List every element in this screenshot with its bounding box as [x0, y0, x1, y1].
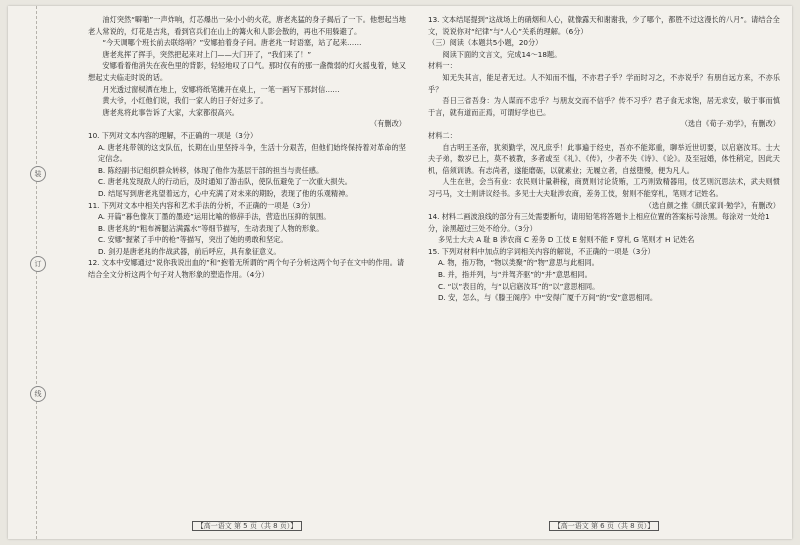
- question-11-option-a: A. 开篇“暮色像灰丁墨的墨迹”运用比喻的修辞手法，营造出压抑的氛围。: [98, 212, 331, 222]
- material-2-source: （选自颜之推《颜氏家训·勉学》，有删改）: [644, 200, 780, 210]
- question-11-option-b: B. 唐老兆的“粗布裤腿沾满露水”等细节描写，生动表现了人物的形象。: [98, 223, 324, 233]
- question-11-option-c: C. 安娜“握紧了手中的枪”等描写，突出了她的勇敢和坚定。: [98, 235, 288, 245]
- question-11-stem: 11. 下列对文本中相关内容和艺术手法的分析，不正确的一项是（3分）: [88, 200, 315, 210]
- material-1-source: （选自《荀子·劝学》，有删改）: [680, 119, 780, 129]
- section-heading: （三）阅读（本题共5小题，20分）: [428, 38, 543, 48]
- margin-mark-ding: 订: [30, 256, 46, 272]
- question-10-option-d: D. 结尾写到唐老兆望着远方，心中充满了对未来的期盼，表现了他的乐观精神。: [98, 188, 353, 198]
- material-1-paragraph: 知无失其言，能足者无过。人不知而不愠，不亦君子乎？学而时习之，不亦说乎？有朋自远方来，不亦乐乎？: [428, 72, 780, 94]
- material-2-paragraph: 人生在世，会当有业：农民则计量耕稼，商贾则讨论货贿，工巧则致精器用，伎艺则沉思法术，武夫则惯习弓马，文士则讲议经书。多见士大夫耻涉农商，差务工伎，射则不能穿札，笔则才记姓名。: [428, 177, 780, 198]
- question-15-option-d: D. 安，怎么，与《滕王阁序》中“安得广厦千万间”的“安”意思相同。: [438, 293, 658, 303]
- material-2-paragraph: 自古明王圣帝，犹须勤学，况凡庶乎！此事遍于经史，吾亦不能郑重，聊举近世切要，以启寤汝耳。士大夫子弟，数岁已上，莫不被教，多者或至《礼》、《传》，少者不失《诗》、《论》。及至冠婚，体性稍定，因此天机，倍须训诱。有志尚者，遂能磨砺，以就素业；无履立者，自兹堕慢，便为凡人。: [428, 142, 780, 175]
- question-14-stem: 14. 材料二画波浪线的部分有三处需要断句，请用铅笔将答题卡上相应位置的答案标号涂黑。每涂对一处给1分，涂黑超过三处不给分。（3分）: [428, 212, 770, 233]
- page-footer-left: 【高一语文 第 5 页（共 8 页）】: [88, 521, 406, 531]
- question-15-option-c: C. “以”表目的，与“以启寤汝耳”的“以”意思相同。: [438, 281, 600, 291]
- question-10-stem: 10. 下列对文本内容的理解，不正确的一项是（3分）: [88, 130, 258, 140]
- page-footer-right: 【高一语文 第 6 页（共 8 页）】: [428, 521, 780, 531]
- question-15-option-b: B. 并，指并列，与“并驾齐驱”的“并”意思相同。: [438, 270, 592, 280]
- material-2-title: 材料二：: [428, 130, 457, 140]
- margin-mark-zhuang: 装: [30, 166, 46, 182]
- question-10-option-b: B. 陈经副书记组织群众转移，体现了他作为基层干部的担当与责任感。: [98, 165, 324, 175]
- question-11-option-d: D. 剑刃是唐老兆的作战武器，前后呼应，具有象征意义。: [98, 246, 281, 256]
- source-note: （有删改）: [370, 119, 406, 129]
- question-15-stem: 15. 下列对材料中加点的字词相关内容的解说，不正确的一项是（3分）: [428, 246, 655, 256]
- question-10-option-a: A. 唐老兆带领的这支队伍，长期在山里坚持斗争，生活十分艰苦，但他们始终保持着对革命的坚定信念。: [98, 142, 406, 164]
- material-1-paragraph: 吾日三省吾身：为人谋而不忠乎？与朋友交而不信乎？传不习乎？君子食无求饱，居无求安，敏于事而慎于言，就有道而正焉，可谓好学也已。: [428, 96, 780, 117]
- question-12-stem: 12. 文本中安娜通过“说你我说出血的”和“抱着无所谓的”两个句子分析这两个句子在文中的作用。请结合全文分析这两个句子对人物形象的塑造作用。（4分）: [88, 258, 405, 280]
- story-paragraph: 月光透过窗棂洒在地上，安娜将纸笔摊开在桌上，一笔一画写下那封信……: [102, 84, 340, 94]
- exam-sheet: [8, 6, 792, 539]
- margin-mark-xian: 线: [30, 386, 46, 402]
- right-page: [428, 14, 780, 533]
- question-15-option-a: A. 物，指万物，“物以类聚”的“物”意思与此相同。: [438, 258, 599, 268]
- story-paragraph: 唐老兆将此事告诉了大家，大家都很高兴。: [102, 107, 239, 117]
- binding-line: [36, 6, 37, 539]
- story-paragraph: “今天调哪个班长前去联络哨？”安娜拍着身子问。唐老兆一时语塞，站了起来……: [102, 38, 362, 48]
- question-13-stem: 13. 文本结尾提到“这战场上的硝烟和人心，就像露天和谢谢我，少了哪个，都胜不过这漫长的八月”。请结合全文，说说你对“纪律”与“人心”关系的理解。（6分）: [428, 15, 780, 36]
- story-paragraph: 黄大爷，小红他们说，我们一家人的日子好过多了。: [102, 96, 268, 106]
- story-paragraph: 安娜看着他消失在夜色里的背影，轻轻地叹了口气。那时仅有的那一盏微弱的灯火摇曳着，她又想起丈夫临走时说的话。: [88, 61, 406, 82]
- story-paragraph: 唐老兆挥了挥手，突然把起来对上门——大门开了，“我们来了！”: [102, 49, 312, 59]
- question-14-sentence: 多见士大夫 A 耻 B 涉农商 C 差务 D 工伎 E 射则不能 F 穿札 G 笔则才 H 记姓名: [438, 235, 695, 245]
- reading-instruction: 阅读下面的文言文，完成14～18题。: [442, 49, 562, 59]
- story-paragraph: 油灯突然“噼啪”一声炸响，灯芯爆出一朵小小的火花，唐老兆猛的身子揭后了一下。他想起当地老人常说的，灯花是吉兆，看到官兵们在山上的篝火和人影会散的，再也不用躲避了。: [88, 15, 406, 36]
- question-10-option-c: C. 唐老兆发现敌人的行动后，及时通知了游击队，使队伍避免了一次重大损失。: [98, 177, 352, 187]
- left-page: [88, 14, 406, 533]
- material-1-title: 材料一：: [428, 61, 457, 71]
